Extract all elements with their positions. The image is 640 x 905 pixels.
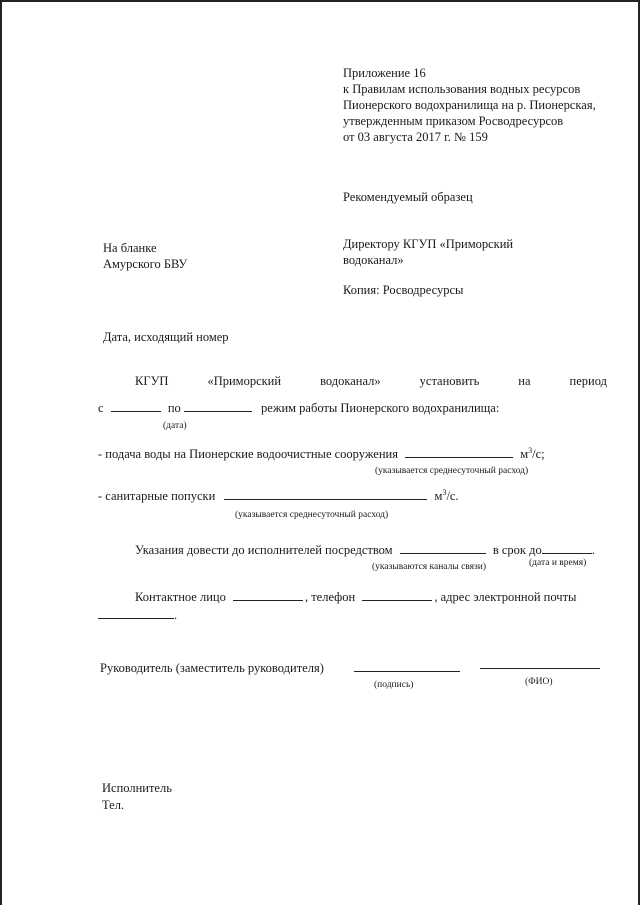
- release-text: - санитарные попуски: [98, 489, 216, 503]
- instructions-line: Указания довести до исполнителей посредством в срок до .: [135, 543, 595, 557]
- channels-blank[interactable]: [400, 541, 486, 554]
- addressee-line: Директору КГУП «Приморский: [343, 237, 514, 251]
- letterhead-line: Амурского БВУ: [103, 257, 188, 271]
- date-hint: (дата): [163, 421, 187, 431]
- appendix-line: Пионерского водохранилища на р. Пионерская,: [343, 98, 596, 112]
- from-date-blank[interactable]: [111, 399, 161, 412]
- email-blank[interactable]: [98, 606, 174, 619]
- addressee-line: водоканал»: [343, 253, 404, 267]
- supply-hint: (указывается среднесуточный расход): [375, 466, 529, 476]
- name-hint: (ФИО): [525, 677, 553, 687]
- name-line[interactable]: [480, 668, 600, 669]
- addressee: [343, 236, 513, 268]
- word: водоканал»: [320, 374, 381, 388]
- page-border-top: [0, 0, 640, 2]
- period-line: [98, 399, 499, 417]
- executor-label: Исполнитель: [102, 781, 172, 795]
- word: установить: [419, 374, 480, 388]
- email-label: , адрес электронной почты: [434, 590, 577, 604]
- datetime-hint: (дата и время): [529, 558, 587, 568]
- phone-blank[interactable]: [362, 588, 432, 601]
- to-date-blank[interactable]: [184, 399, 252, 412]
- phone-label: , телефон: [304, 590, 356, 604]
- release-hint: (указывается среднесуточный расход): [235, 510, 389, 520]
- date-number: Дата, исходящий номер: [103, 330, 229, 344]
- signature-line[interactable]: [354, 671, 460, 672]
- contact-person-label: Контактное лицо: [135, 590, 226, 604]
- signature-hint: (подпись): [374, 680, 414, 690]
- appendix-line: от 03 августа 2017 г. № 159: [343, 130, 488, 144]
- deadline-label: в срок до: [492, 543, 542, 557]
- supply-blank[interactable]: [405, 445, 513, 458]
- email-line: .: [98, 606, 177, 624]
- letterhead-line: На бланке: [103, 241, 157, 255]
- signature-title: Руководитель (заместитель руководителя): [100, 661, 324, 675]
- appendix-line: утвержденным приказом Росводресурсов: [343, 114, 564, 128]
- letterhead: [103, 240, 187, 272]
- contact-person-blank[interactable]: [233, 588, 303, 601]
- channels-hint: (указываются каналы связи): [372, 562, 487, 572]
- release-blank[interactable]: [224, 487, 427, 500]
- appendix-line: Приложение 16: [343, 66, 426, 80]
- contact-line: [135, 588, 576, 606]
- page-border-left: [0, 0, 2, 905]
- supply-unit: $м^3/с$;: [520, 445, 545, 461]
- mode-text: режим работы Пионерского водохранилища:: [261, 401, 500, 415]
- copy-to: Копия: Росводресурсы: [343, 283, 464, 297]
- appendix-header: [343, 65, 596, 145]
- word: период: [569, 374, 607, 388]
- instructions-text: Указания довести до исполнителей посредством: [135, 543, 393, 557]
- word: «Приморский: [207, 374, 282, 388]
- deadline-blank[interactable]: [542, 541, 592, 554]
- supply-line: [98, 445, 545, 463]
- executor-phone: Тел.: [102, 798, 125, 812]
- from-label: с: [98, 401, 104, 415]
- to-label: по: [167, 401, 181, 415]
- release-unit: $м^3/с$.: [434, 487, 459, 503]
- appendix-line: к Правилам использования водных ресурсов: [343, 82, 581, 96]
- paragraph1-line: [135, 374, 607, 390]
- release-line: [98, 487, 459, 505]
- sample-label: Рекомендуемый образец: [343, 190, 473, 204]
- word: на: [518, 374, 531, 388]
- supply-text: - подача воды на Пионерские водоочистные сооружения: [98, 447, 398, 461]
- word: КГУП: [135, 374, 169, 388]
